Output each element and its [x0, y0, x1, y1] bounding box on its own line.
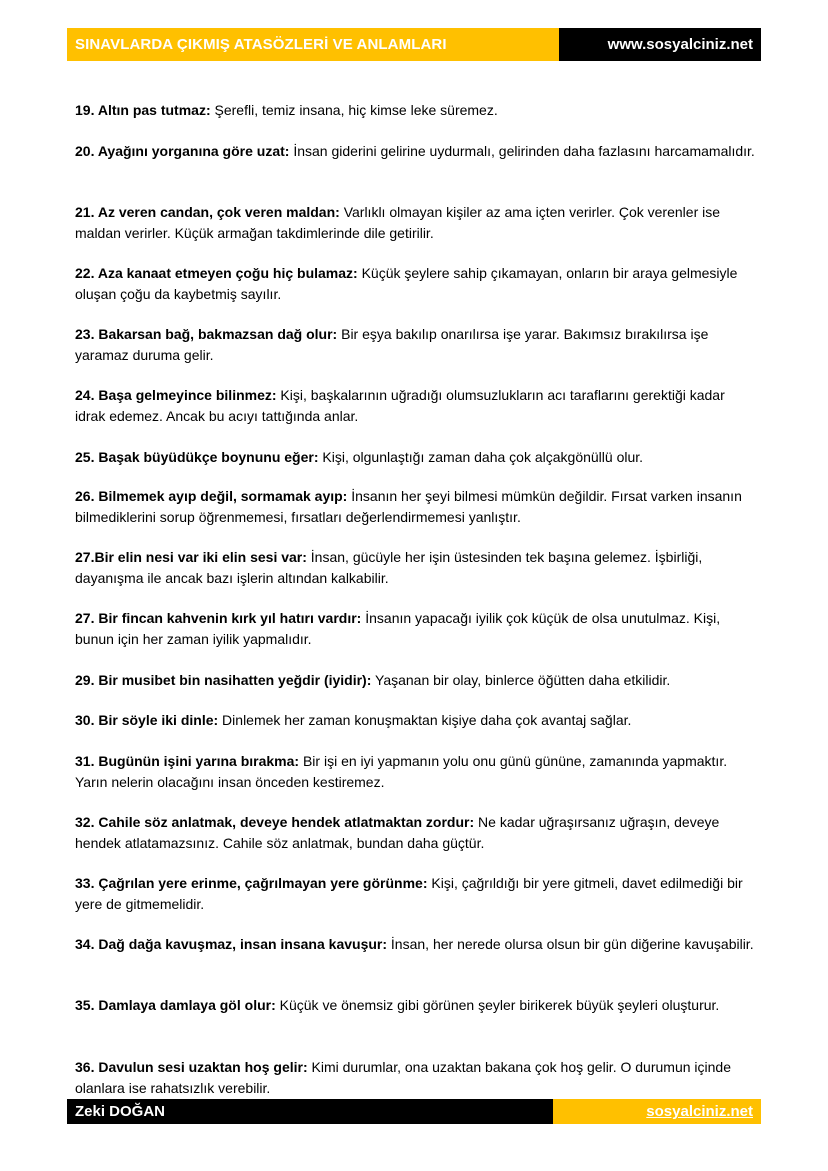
proverb-entry: [75, 486, 755, 528]
proverb-term: 26. Bilmemek ayıp değil, sormamak ayıp:: [75, 488, 348, 504]
proverb-entry: [75, 324, 755, 366]
proverb-term: 21. Az veren candan, çok veren maldan:: [75, 204, 340, 220]
proverb-meaning: Bir işi en iyi yapmanın yolu onu günü gününe, zamanında yapmaktır. Yarın nelerin olacağını insan önceden kestiremez.: [75, 753, 728, 790]
proverb-entry: [75, 447, 755, 468]
proverb-meaning: Kimi durumlar, ona uzaktan bakana çok hoş gelir. O durumun içinde olanlara ise rahatsızlık verebilir.: [75, 1059, 731, 1096]
page-footer: [67, 1099, 761, 1124]
proverb-meaning: İnsanın yapacağı iyilik çok küçük de olsa unutulmaz. Kişi, bunun için her zaman iyilik yapmalıdır.: [75, 610, 721, 647]
proverb-meaning: Bir eşya bakılıp onarılırsa işe yarar. Bakımsız bırakılırsa işe yaramaz duruma gelir.: [75, 326, 709, 363]
proverb-meaning: Küçük ve önemsiz gibi görünen şeyler birikerek büyük şeyleri oluşturur.: [275, 997, 720, 1013]
proverb-term: 23. Bakarsan bağ, bakmazsan dağ olur:: [75, 326, 338, 342]
proverb-meaning: Küçük şeylere sahip çıkamayan, onların bir araya gelmesiyle oluşan çoğu da kaybetmiş sayılır.: [75, 265, 738, 302]
page-title: SINAVLARDA ÇIKMIŞ ATASÖZLERİ VE ANLAMLARI: [75, 36, 447, 53]
proverb-entry: [75, 812, 755, 854]
proverb-meaning: Ne kadar uğraşırsanız uğraşın, deveye hendek atlatamazsınız. Cahile söz anlatmak, bundan daha güçtür.: [75, 814, 720, 851]
proverb-entry: [75, 1057, 755, 1099]
proverb-meaning: İnsan, her nerede olursa olsun bir gün diğerine kavuşabilir.: [387, 936, 754, 952]
proverb-meaning: Şerefli, temiz insana, hiç kimse leke süremez.: [210, 102, 498, 118]
proverb-term: 33. Çağrılan yere erinme, çağrılmayan yere görünme:: [75, 875, 428, 891]
proverb-term: 27. Bir fincan kahvenin kırk yıl hatırı vardır:: [75, 610, 362, 626]
proverb-term: 29. Bir musibet bin nasihatten yeğdir (iyidir):: [75, 672, 372, 688]
footer-author: Zeki DOĞAN: [75, 1103, 166, 1120]
header-site-band: [559, 28, 761, 61]
proverb-term: 22. Aza kanaat etmeyen çoğu hiç bulamaz:: [75, 265, 358, 281]
proverb-meaning: İnsan giderini gelirine uydurmalı, gelirinden daha fazlasını harcamamalıdır.: [289, 143, 755, 159]
header-site-link: www.sosyalciniz.net: [607, 36, 753, 53]
proverb-meaning: İnsan, gücüyle her işin üstesinden tek başına gelemez. İşbirliği, dayanışma ile ancak bazı işlerin altından kalkabilir.: [75, 549, 703, 586]
proverb-meaning: Kişi, başkalarının uğradığı olumsuzlukların acı taraflarını gerektiği kadar idrak edemez. Ancak bu acıyı tattığında anlar.: [75, 387, 725, 424]
proverb-term: 31. Bugünün işini yarına bırakma:: [75, 753, 300, 769]
proverb-entry: [75, 141, 755, 162]
proverb-entry: [75, 873, 755, 915]
proverb-entry: [75, 547, 755, 589]
proverb-term: 34. Dağ dağa kavuşmaz, insan insana kavuşur:: [75, 936, 388, 952]
proverb-meaning: Varlıklı olmayan kişiler az ama içten verirler. Çok verenler ise maldan verirler. Küçük armağan takdimlerinde dile getirilir.: [75, 204, 721, 241]
proverb-entry: [75, 202, 755, 244]
proverb-entry: [75, 608, 755, 650]
proverb-term: 35. Damlaya damlaya göl olur:: [75, 997, 276, 1013]
proverb-meaning: Dinlemek her zaman konuşmaktan kişiye daha çok avantaj sağlar.: [218, 712, 632, 728]
proverb-meaning: İnsanın her şeyi bilmesi mümkün değildir. Fırsat varken insanın bilmediklerini sorup öğrenmemesi, fırsatları değerlendirmemesi yanlıştır.: [75, 488, 742, 525]
page-header: [67, 28, 761, 61]
header-title-band: [67, 28, 559, 61]
proverb-entry: [75, 995, 755, 1016]
proverb-meaning: Yaşanan bir olay, binlerce öğütten daha etkilidir.: [371, 672, 671, 688]
proverb-term: 24. Başa gelmeyince bilinmez:: [75, 387, 277, 403]
proverb-entry: [75, 670, 755, 691]
proverb-entry: [75, 934, 755, 955]
proverb-meaning: Kişi, olgunlaştığı zaman daha çok alçakgönüllü olur.: [318, 449, 644, 465]
proverb-entry: [75, 100, 755, 121]
footer-author-band: [67, 1099, 553, 1124]
proverb-term: 30. Bir söyle iki dinle:: [75, 712, 219, 728]
proverb-entry: [75, 385, 755, 427]
footer-site-band: [553, 1099, 761, 1124]
footer-site-link[interactable]: sosyalciniz.net: [646, 1103, 753, 1120]
proverb-entry: [75, 263, 755, 305]
proverb-term: 32. Cahile söz anlatmak, deveye hendek atlatmaktan zordur:: [75, 814, 475, 830]
proverb-term: 36. Davulun sesi uzaktan hoş gelir:: [75, 1059, 308, 1075]
proverb-entry: [75, 751, 755, 793]
proverb-term: 20. Ayağını yorganına göre uzat:: [75, 143, 290, 159]
proverb-meaning: Kişi, çağrıldığı bir yere gitmeli, davet edilmediği bir yere de gitmemelidir.: [75, 875, 743, 912]
proverb-term: 19. Altın pas tutmaz:: [75, 102, 211, 118]
proverb-term: 27.Bir elin nesi var iki elin sesi var:: [75, 549, 307, 565]
proverb-entry: [75, 710, 755, 731]
proverb-term: 25. Başak büyüdükçe boynunu eğer:: [75, 449, 319, 465]
